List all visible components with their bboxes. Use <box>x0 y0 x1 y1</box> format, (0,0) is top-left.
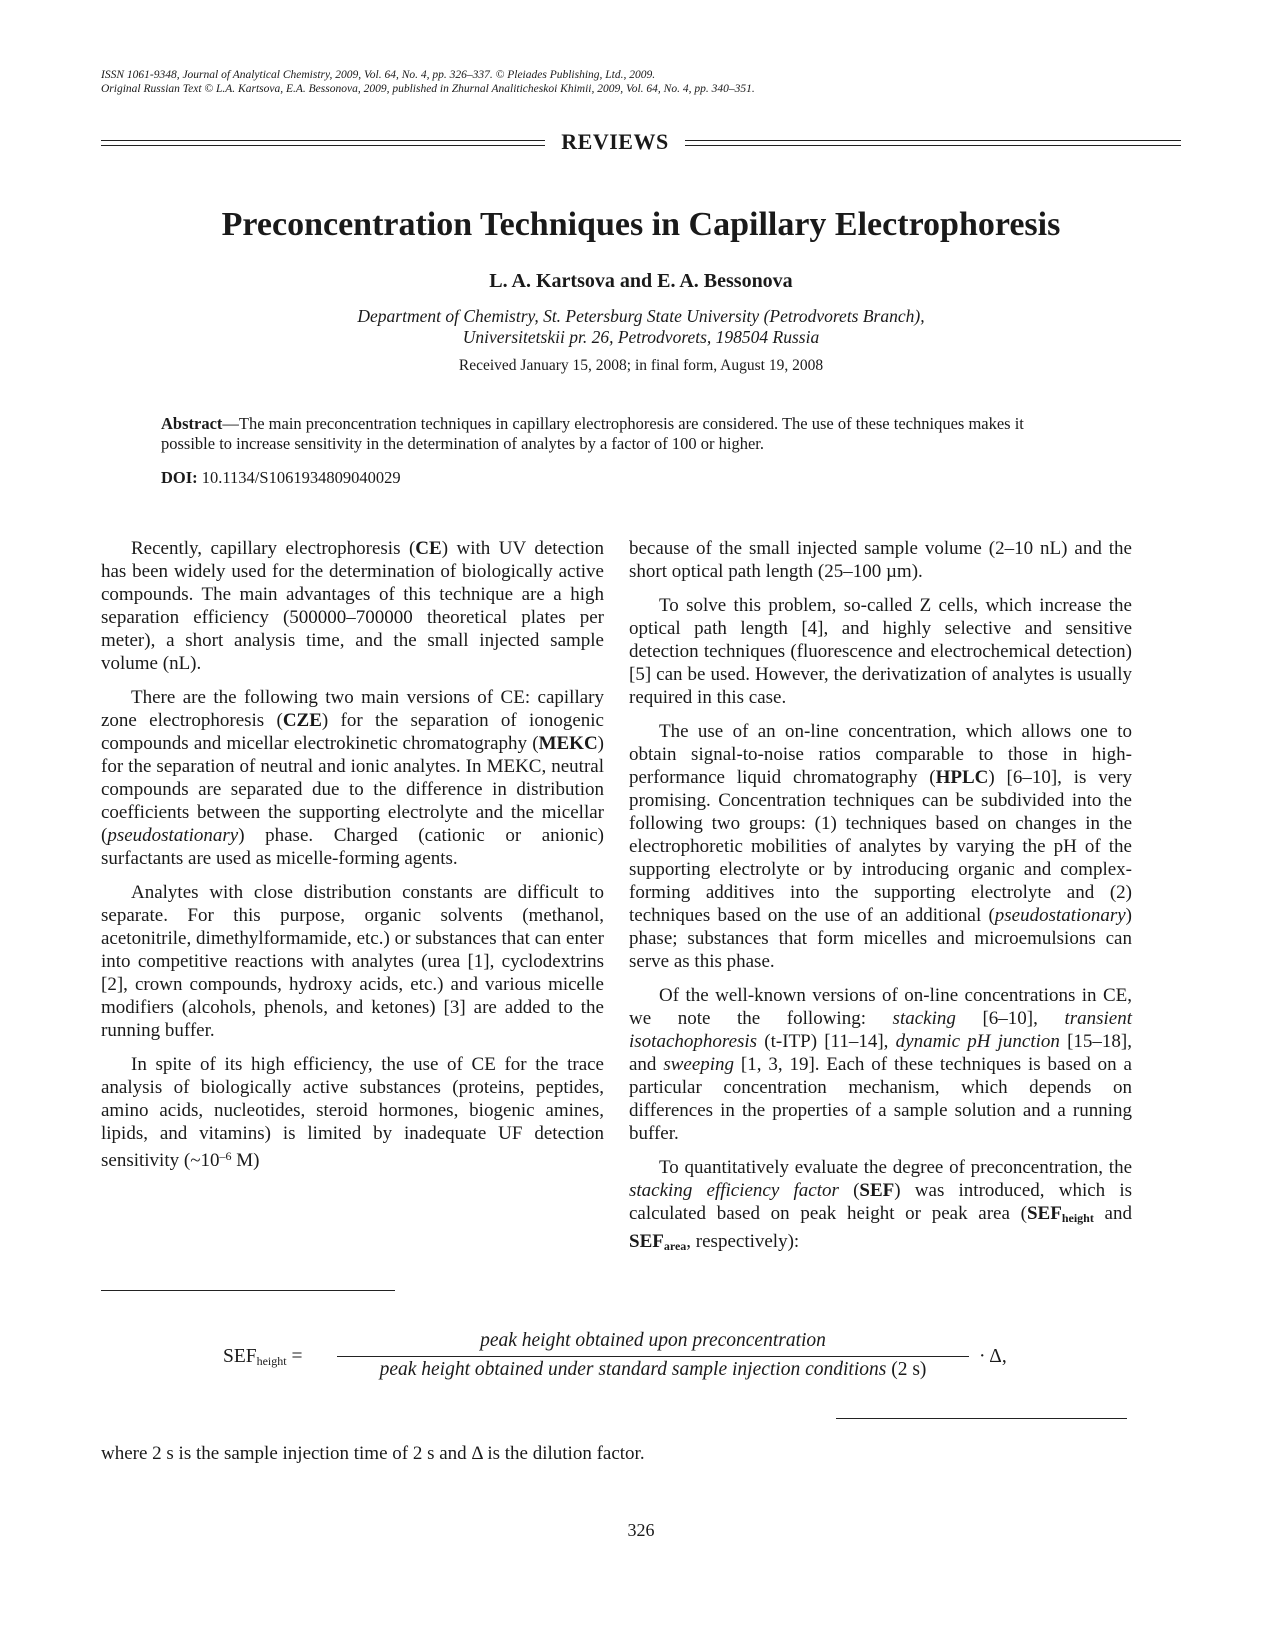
affiliation-line-1: Department of Chemistry, St. Petersburg State University (Petrodvorets Branch), <box>357 306 925 326</box>
abstract <box>161 414 1081 454</box>
article-title: Preconcentration Techniques in Capillary Electrophoresis <box>221 206 1061 243</box>
equation-tail: · Δ, <box>979 1346 1007 1367</box>
page-number: 326 <box>627 1520 655 1540</box>
column-left <box>101 537 604 1183</box>
abstract-label: Abstract <box>161 414 223 433</box>
section-label: REVIEWS <box>561 129 669 154</box>
paragraph: Recently, capillary electrophoresis (CE) with UV detection has been widely used for the determination of biologically active compounds. The main advantages of this technique are a high separation efficiency (500000–700000 theoretical plates per meter), a short analysis time, and the small injected sample volume (nL). <box>101 538 604 674</box>
paragraph: The use of an on-line concentration, which allows one to obtain signal-to-noise ratios comparable to those in high-performance liquid chromatography (HPLC) [6–10], is very promising. Concentration techniques can be subdivided into the following two groups: (1) techniques based on changes in the electrophoretic mobilities of analytes by varying the pH of the supporting electrolyte or by introducing organic and complex-forming additives into the supporting electrolyte and (2) techniques based on the use of an additional (pseudostationary) phase; substances that form micelles and microemulsions can serve as this phase. <box>629 721 1132 972</box>
paragraph: In spite of its high efficiency, the use of CE for the trace analysis of biologically active substances (proteins, peptides, amino acids, nucleotides, steroid hormones, biogenic amines, lipids, and vitamins) is limited by inadequate UF detection sensitivity ($\sim 10^{-6}$ M) <box>101 1054 604 1171</box>
paragraph: because of the small injected sample volume (2–10 nL) and the short optical path length (25–100 µm). <box>629 538 1132 582</box>
doi <box>161 468 1081 488</box>
received-dates: Received January 15, 2008; in final form, August 19, 2008 <box>458 357 824 374</box>
authors: L. A. Kartsova and E. A. Bessonova <box>489 270 793 292</box>
paragraph: There are the following two main versions of CE: capillary zone electrophoresis (CZE) for the separation of ionogenic compounds and micellar electrokinetic chromatography (MEKC) for the separation of neutral and ionic analytes. In MEKC, neutral compounds are separated due to the difference in distribution coefficients between the supporting electrolyte and the micellar (pseudostationary) phase. Charged (cationic or anionic) surfactants are used as micelle-forming agents. <box>101 687 604 869</box>
header-line-1: ISSN 1061-9348, Journal of Analytical Chemistry, 2009, Vol. 64, No. 4, pp. 326–337. © Pleiades Publishing, Ltd., 2009. <box>101 69 656 81</box>
doi-value: 10.1134/S1061934809040029 <box>201 468 401 487</box>
section-rule-left <box>101 140 545 146</box>
section-heading <box>101 130 1181 164</box>
abstract-text: —The main preconcentration techniques in capillary electrophoresis are considered. The use of these techniques makes it possible to increase sensitivity in the determination of analytes by a factor of 100 or higher. <box>161 414 1024 453</box>
paragraph: To quantitatively evaluate the degree of preconcentration, the stacking efficiency factor (SEF) was introduced, which is calculated based on peak height or peak area ($SEF_{height}$ and $SEF_{area}$, respectively): <box>629 1157 1133 1253</box>
equation-denominator: peak height obtained under standard sample injection conditions (2 s) <box>379 1359 927 1380</box>
equation-fraction <box>333 1330 973 1381</box>
section-rule-right <box>685 140 1181 146</box>
affiliation-line-2: Universitetskii pr. 26, Petrodvorets, 198504 Russia <box>462 327 820 347</box>
running-header <box>101 68 1181 96</box>
equation-lhs: $SEF_{height}$ = <box>223 1346 303 1368</box>
where-clause: where 2 s is the sample injection time of 2 s and Δ is the dilution factor. <box>101 1443 645 1464</box>
header-line-2: Original Russian Text © L.A. Kartsova, E.A. Bessonova, 2009, published in Zhurnal Analiticheskoi Khimii, 2009, Vol. 64, No. 4, pp. 340–351. <box>101 83 755 95</box>
paragraph: To solve this problem, so-called Z cells, which increase the optical path length [4], and highly selective and sensitive detection techniques (fluorescence and electrochemical detection) [5] can be used. However, the derivatization of analytes is usually required in this case. <box>629 595 1132 708</box>
equation-numerator: peak height obtained upon preconcentration <box>480 1330 826 1351</box>
paragraph: Of the well-known versions of on-line concentrations in CE, we note the following: stacking [6–10], transient isotachophoresis (t-ITP) [11–14], dynamic pH junction [15–18], and sweeping [1, 3, 19]. Each of these techniques is based on a particular concentration mechanism, which depends on differences in the properties of a sample solution and a running buffer. <box>629 985 1133 1144</box>
column-right <box>629 537 1132 1269</box>
column-end-rule-left <box>101 1290 395 1291</box>
paragraph: Analytes with close distribution constants are difficult to separate. For this purpose, organic solvents (methanol, acetonitrile, dimethylformamide, etc.) or substances that can enter into competitive reactions with analytes (urea [1], cyclodextrins [2], crown compounds, hydroxy acids, etc.) and various micelle modifiers (alcohols, phenols, and ketones) [3] are added to the running buffer. <box>101 882 604 1041</box>
affiliation <box>101 306 1181 348</box>
doi-label: DOI: <box>161 468 198 487</box>
column-end-rule-right <box>836 1418 1127 1419</box>
